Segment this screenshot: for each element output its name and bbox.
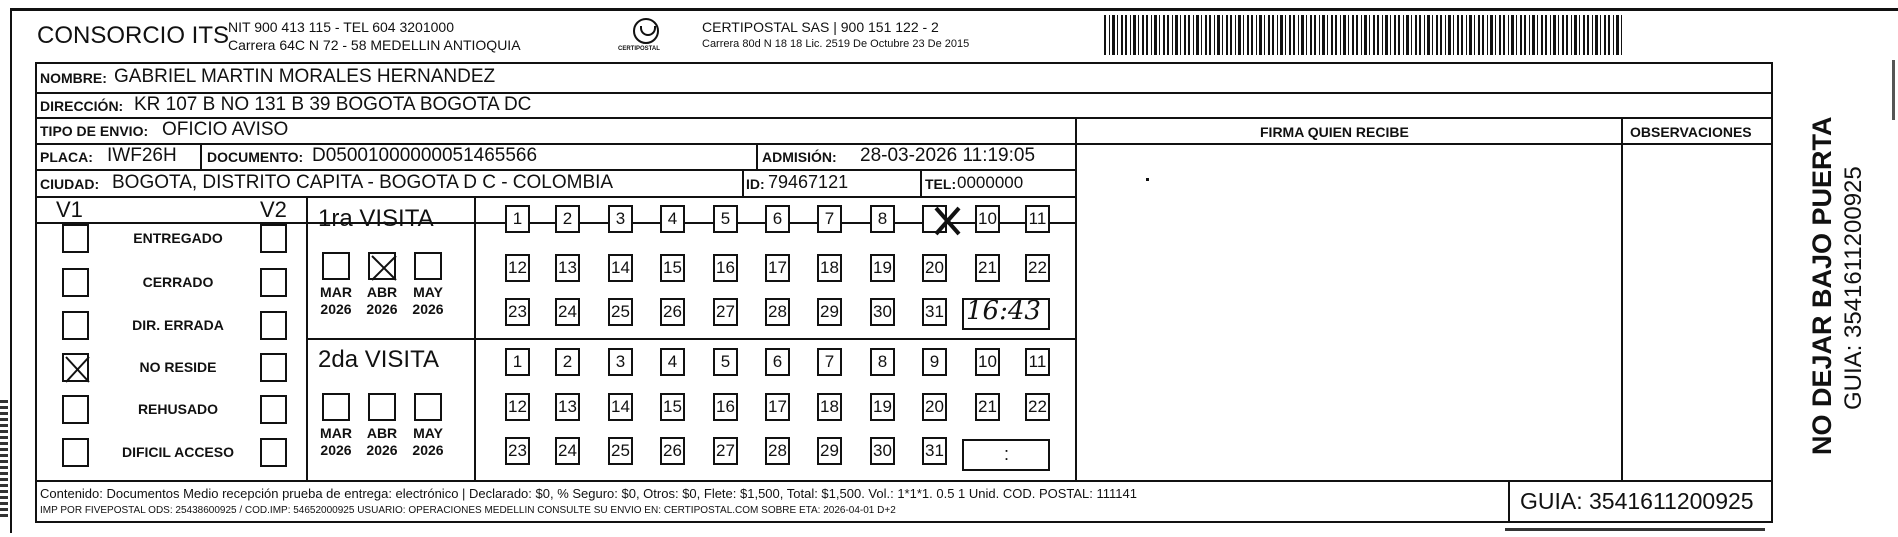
admission-label: ADMISIÓN: bbox=[762, 149, 837, 165]
day-number: 2 bbox=[562, 209, 573, 228]
day-box[interactable] bbox=[660, 298, 685, 326]
v1-checkbox[interactable] bbox=[62, 353, 89, 382]
day-box[interactable] bbox=[922, 393, 947, 421]
day-number: 27 bbox=[716, 441, 735, 460]
day-number: 4 bbox=[667, 352, 678, 371]
day-number: 8 bbox=[877, 352, 888, 371]
month-label: MAY bbox=[413, 425, 443, 441]
day-box[interactable] bbox=[765, 205, 790, 233]
row-line bbox=[35, 196, 1075, 198]
plate-value: IWF26H bbox=[107, 145, 177, 166]
day-number: 23 bbox=[508, 302, 527, 321]
day-box[interactable] bbox=[922, 298, 947, 326]
day-box[interactable] bbox=[975, 254, 1000, 282]
certipostal-logo-icon bbox=[633, 18, 659, 44]
day-number: 18 bbox=[820, 258, 839, 277]
day-number: 25 bbox=[611, 302, 630, 321]
status-label: ENTREGADO bbox=[133, 230, 223, 246]
month-label: ABR bbox=[366, 425, 398, 441]
day-number: 19 bbox=[873, 397, 892, 416]
document-label: DOCUMENTO: bbox=[207, 149, 304, 165]
cell-line bbox=[200, 143, 202, 169]
left-edge-line bbox=[10, 8, 12, 533]
day-number: 11 bbox=[1028, 352, 1047, 371]
day-box[interactable] bbox=[608, 393, 633, 421]
day-number: 22 bbox=[1028, 397, 1047, 416]
day-box[interactable] bbox=[1025, 348, 1050, 376]
day-number: 12 bbox=[508, 397, 527, 416]
day-number: 26 bbox=[663, 302, 682, 321]
day-number: 13 bbox=[558, 258, 577, 277]
day-number: 10 bbox=[978, 209, 997, 228]
day-number: 3 bbox=[615, 209, 626, 228]
day-box[interactable] bbox=[817, 437, 842, 465]
day-box[interactable] bbox=[765, 298, 790, 326]
signature-mark bbox=[1146, 178, 1149, 181]
day-number: 17 bbox=[768, 397, 787, 416]
col-line bbox=[1621, 117, 1623, 480]
day-box[interactable] bbox=[608, 205, 633, 233]
side-guide: GUIA: 3541611200925 bbox=[1840, 166, 1867, 410]
address-label: DIRECCIÓN: bbox=[40, 98, 124, 114]
day-number: 6 bbox=[772, 352, 783, 371]
day-box[interactable] bbox=[870, 393, 895, 421]
day-number: 28 bbox=[768, 302, 787, 321]
recipient-name: GABRIEL MARTIN MORALES HERNANDEZ bbox=[114, 66, 496, 87]
col-line bbox=[1508, 480, 1510, 523]
day-box[interactable] bbox=[975, 348, 1000, 376]
day-box[interactable] bbox=[1025, 205, 1050, 233]
observations-header: OBSERVACIONES bbox=[1630, 124, 1752, 140]
day-number: 9 bbox=[929, 352, 940, 371]
day-number: 7 bbox=[824, 209, 835, 228]
side-notice: NO DEJAR BAJO PUERTA bbox=[1807, 116, 1837, 455]
month-checkbox[interactable] bbox=[368, 393, 396, 421]
month-checkbox[interactable] bbox=[322, 252, 350, 280]
day-number: 8 bbox=[877, 209, 888, 228]
day-number: 14 bbox=[611, 397, 630, 416]
day-box[interactable] bbox=[660, 437, 685, 465]
day-number: 20 bbox=[925, 258, 944, 277]
day-number: 13 bbox=[558, 397, 577, 416]
carrier-address: Carrera 80d N 18 18 Lic. 2519 De Octubre 23 De 2015 bbox=[702, 38, 970, 50]
signature-header: FIRMA QUIEN RECIBE bbox=[1260, 124, 1409, 140]
day-number: 24 bbox=[558, 441, 577, 460]
day-box[interactable] bbox=[817, 393, 842, 421]
day-box[interactable] bbox=[1025, 393, 1050, 421]
day-box[interactable] bbox=[713, 393, 738, 421]
day-number: 24 bbox=[558, 302, 577, 321]
v1-checkbox[interactable] bbox=[62, 395, 89, 424]
day-number: 23 bbox=[508, 441, 527, 460]
month-checkbox[interactable] bbox=[414, 252, 442, 280]
day-box[interactable] bbox=[765, 254, 790, 282]
day-number: 17 bbox=[768, 258, 787, 277]
tel-label: TEL: bbox=[925, 176, 957, 192]
day-box[interactable] bbox=[505, 437, 530, 465]
day-number: 16 bbox=[716, 258, 735, 277]
day-box[interactable] bbox=[765, 393, 790, 421]
month-year: 2026 bbox=[320, 301, 352, 317]
day-box[interactable] bbox=[713, 437, 738, 465]
month-year: 2026 bbox=[366, 442, 398, 458]
v1-label: V1 bbox=[56, 197, 83, 222]
month-year: 2026 bbox=[412, 442, 444, 458]
id-value: 79467121 bbox=[768, 172, 849, 192]
company-nit: NIT 900 413 115 - TEL 604 3201000 bbox=[228, 19, 454, 35]
second-visit-title: 2da VISITA bbox=[318, 346, 439, 373]
row-line bbox=[1075, 143, 1773, 145]
day-box[interactable] bbox=[608, 437, 633, 465]
day-box[interactable] bbox=[870, 298, 895, 326]
day-number: 19 bbox=[873, 258, 892, 277]
first-visit-title: 1ra VISITA bbox=[318, 205, 434, 232]
logo-caption: CERTIPOSTAL bbox=[618, 46, 660, 52]
day-number: 21 bbox=[978, 397, 997, 416]
plate-label: PLACA: bbox=[40, 149, 93, 165]
day-box[interactable] bbox=[555, 348, 580, 376]
day-number: 26 bbox=[663, 441, 682, 460]
day-number: 21 bbox=[978, 258, 997, 277]
carrier-nit: CERTIPOSTAL SAS | 900 151 122 - 2 bbox=[702, 19, 939, 35]
admission-value: 28-03-2026 11:19:05 bbox=[860, 145, 1036, 166]
day-box[interactable] bbox=[870, 205, 895, 233]
day-box[interactable] bbox=[713, 205, 738, 233]
day-box[interactable] bbox=[870, 348, 895, 376]
shipment-label: TIPO DE ENVIO: bbox=[40, 123, 149, 139]
row-line bbox=[35, 480, 1773, 482]
status-label: CERRADO bbox=[142, 274, 214, 290]
day-number: 4 bbox=[667, 209, 678, 228]
id-label: ID: bbox=[746, 176, 765, 192]
day-number: 31 bbox=[925, 441, 944, 460]
day-number: 20 bbox=[925, 397, 944, 416]
day-number: 15 bbox=[663, 397, 682, 416]
month-label: MAY bbox=[413, 284, 443, 300]
second-visit-time-box[interactable] bbox=[962, 439, 1050, 471]
day-box[interactable] bbox=[817, 298, 842, 326]
day-box[interactable] bbox=[505, 205, 530, 233]
day-box[interactable] bbox=[1025, 254, 1050, 282]
city-label: CIUDAD: bbox=[40, 176, 100, 192]
day-box[interactable] bbox=[505, 393, 530, 421]
day-number: 3 bbox=[615, 352, 626, 371]
day-number: 5 bbox=[720, 352, 731, 371]
company-address: Carrera 64C N 72 - 58 MEDELLIN ANTIOQUIA bbox=[228, 37, 521, 53]
day-box[interactable] bbox=[713, 348, 738, 376]
status-label: NO RESIDE bbox=[139, 359, 217, 375]
x-mark-icon bbox=[64, 355, 91, 384]
cell-line bbox=[920, 169, 922, 196]
day-number: 6 bbox=[772, 209, 783, 228]
cell-line bbox=[756, 143, 758, 169]
x-mark-icon bbox=[370, 254, 398, 282]
day-box[interactable] bbox=[713, 254, 738, 282]
day-number: 27 bbox=[716, 302, 735, 321]
scan-marks bbox=[0, 400, 8, 520]
day-number: 25 bbox=[611, 441, 630, 460]
day-box[interactable] bbox=[975, 393, 1000, 421]
status-label: REHUSADO bbox=[137, 401, 219, 417]
day-number: 1 bbox=[512, 209, 523, 228]
day-number: 22 bbox=[1028, 258, 1047, 277]
day-box[interactable] bbox=[660, 393, 685, 421]
company-name: CONSORCIO ITS bbox=[37, 22, 230, 49]
day-number: 7 bbox=[824, 352, 835, 371]
day-box[interactable] bbox=[975, 205, 1000, 233]
footer-imp: IMP POR FIVEPOSTAL ODS: 25438600925 / COD.IMP: 54652000925 USUARIO: OPERACIONES MEDELLIN CONSULTE SU ENVIO EN: CERTIPOSTAL.COM SOBRE ETA: 2026-04-01 D+2 bbox=[40, 505, 896, 516]
form-frame bbox=[35, 62, 1773, 523]
tel-value: 0000000 bbox=[957, 173, 1024, 192]
day-number: 29 bbox=[820, 302, 839, 321]
day-box[interactable] bbox=[922, 348, 947, 376]
row-line bbox=[35, 62, 1773, 64]
day-box-checked[interactable] bbox=[922, 205, 947, 233]
day-box[interactable] bbox=[765, 348, 790, 376]
day-box[interactable] bbox=[660, 348, 685, 376]
name-label: NOMBRE: bbox=[40, 70, 107, 86]
v1-checkbox[interactable] bbox=[62, 438, 89, 467]
day-box[interactable] bbox=[505, 298, 530, 326]
col-line bbox=[1075, 117, 1077, 480]
day-box[interactable] bbox=[817, 348, 842, 376]
right-edge-mark bbox=[1892, 60, 1895, 120]
month-year: 2026 bbox=[366, 301, 398, 317]
day-box[interactable] bbox=[555, 437, 580, 465]
day-box[interactable] bbox=[608, 348, 633, 376]
second-visit-time: : bbox=[1004, 444, 1010, 464]
day-number: 10 bbox=[978, 352, 997, 371]
day-box[interactable] bbox=[660, 254, 685, 282]
day-box[interactable] bbox=[870, 437, 895, 465]
day-box[interactable] bbox=[555, 254, 580, 282]
day-box[interactable] bbox=[608, 254, 633, 282]
first-visit-time: 16:43 bbox=[966, 296, 1041, 326]
day-box[interactable] bbox=[608, 298, 633, 326]
month-year: 2026 bbox=[412, 301, 444, 317]
day-number: 11 bbox=[1028, 209, 1047, 228]
day-box[interactable] bbox=[870, 254, 895, 282]
v1-checkbox[interactable] bbox=[62, 311, 89, 340]
day-number: 12 bbox=[508, 258, 527, 277]
city-value: BOGOTA, DISTRITO CAPITA - BOGOTA D C - COLOMBIA bbox=[112, 172, 614, 193]
day-box[interactable] bbox=[505, 254, 530, 282]
day-number: 28 bbox=[768, 441, 787, 460]
v1-checkbox[interactable] bbox=[62, 224, 89, 253]
month-label: MAR bbox=[320, 425, 352, 441]
day-box[interactable] bbox=[922, 437, 947, 465]
v2-label: V2 bbox=[260, 197, 287, 222]
month-checkbox[interactable] bbox=[414, 393, 442, 421]
first-visit-time-box[interactable] bbox=[962, 298, 1050, 330]
day-number: 30 bbox=[873, 302, 892, 321]
day-box[interactable] bbox=[555, 205, 580, 233]
day-number: 18 bbox=[820, 397, 839, 416]
day-box[interactable] bbox=[505, 348, 530, 376]
footer-guide: GUIA: 3541611200925 bbox=[1520, 488, 1754, 514]
day-number: 16 bbox=[716, 397, 735, 416]
status-label: DIR. ERRADA bbox=[132, 317, 224, 333]
day-number: 5 bbox=[720, 209, 731, 228]
day-box[interactable] bbox=[922, 254, 947, 282]
month-checkbox[interactable] bbox=[368, 252, 396, 280]
day-box[interactable] bbox=[555, 298, 580, 326]
day-box[interactable] bbox=[713, 298, 738, 326]
day-box[interactable] bbox=[817, 205, 842, 233]
day-number: 31 bbox=[925, 302, 944, 321]
day-number: 29 bbox=[820, 441, 839, 460]
day-box[interactable] bbox=[765, 437, 790, 465]
day-box[interactable] bbox=[817, 254, 842, 282]
document-value: D05001000000051465566 bbox=[312, 145, 538, 166]
row-line bbox=[35, 169, 1075, 171]
row-line bbox=[306, 338, 1075, 340]
status-label: DIFICIL ACCESO bbox=[121, 444, 234, 460]
footer-contents: Contenido: Documentos Medio recepción prueba de entrega: electrónico | Declarado: $0, % Seguro: $0, Otros: $0, Flete: $1,500, Total: $1,500. Vol.: 1*1*1. 0.5 1 Unid. COD. POSTAL: 111141 bbox=[40, 486, 1137, 501]
v1-checkbox[interactable] bbox=[62, 268, 89, 297]
month-label: MAR bbox=[320, 284, 352, 300]
barcode bbox=[1104, 15, 1622, 55]
month-label: ABR bbox=[366, 284, 398, 300]
day-box[interactable] bbox=[660, 205, 685, 233]
top-edge-line bbox=[10, 8, 1898, 11]
row-line bbox=[35, 117, 1773, 119]
day-box[interactable] bbox=[555, 393, 580, 421]
shipment-type: OFICIO AVISO bbox=[162, 119, 289, 140]
day-number: 30 bbox=[873, 441, 892, 460]
day-number: 14 bbox=[611, 258, 630, 277]
month-checkbox[interactable] bbox=[322, 393, 350, 421]
cell-line bbox=[742, 169, 744, 196]
x-mark-icon bbox=[935, 207, 960, 235]
day-number: 1 bbox=[512, 352, 523, 371]
recipient-address: KR 107 B NO 131 B 39 BOGOTA BOGOTA DC bbox=[134, 94, 532, 115]
bottom-edge-mark bbox=[1505, 528, 1765, 531]
day-number: 15 bbox=[663, 258, 682, 277]
month-year: 2026 bbox=[320, 442, 352, 458]
day-number: 2 bbox=[562, 352, 573, 371]
